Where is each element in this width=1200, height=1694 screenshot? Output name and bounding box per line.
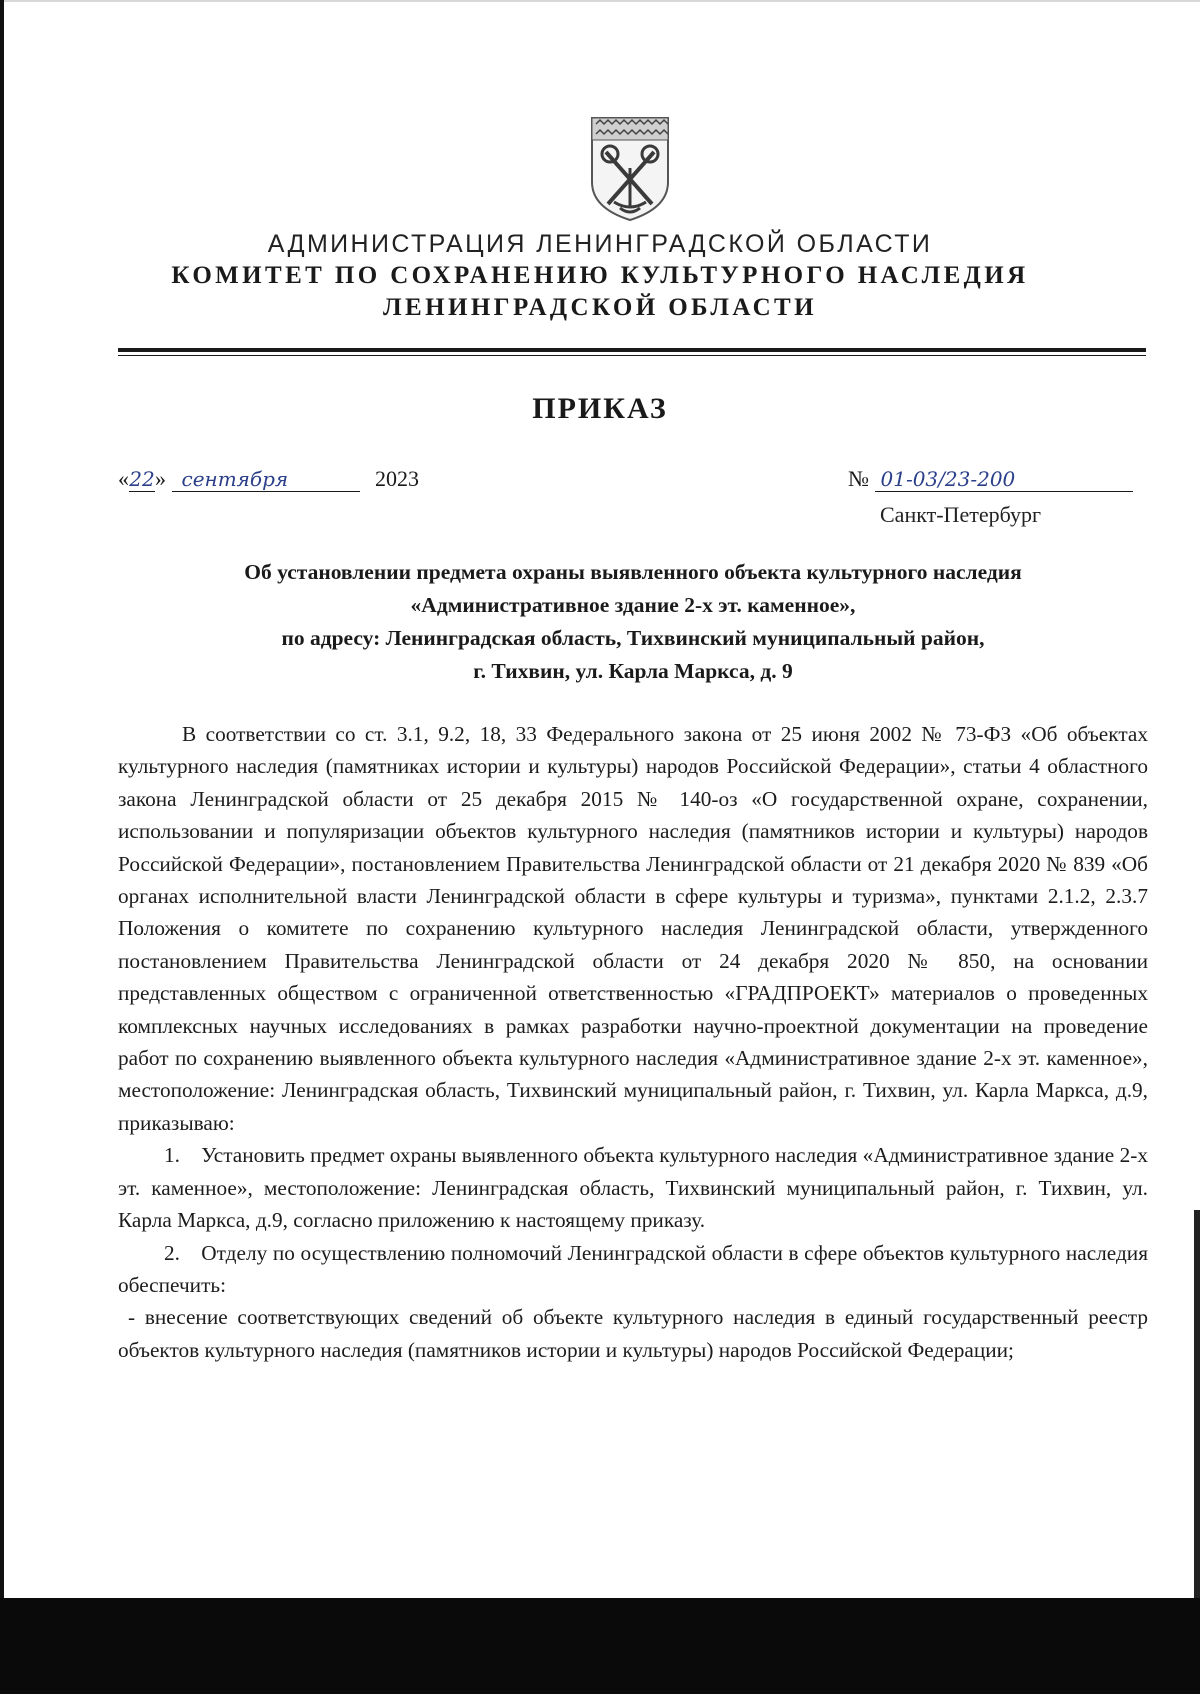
- administration-heading: АДМИНИСТРАЦИЯ ЛЕНИНГРАДСКОЙ ОБЛАСТИ: [267, 230, 933, 258]
- order-item-2: 2. Отделу по осуществлению полномочий Ленинградской области в сфере объектов культурного наследия обеспечить:: [118, 1240, 1148, 1297]
- date-open-quote: «: [118, 466, 129, 491]
- date-close-quote: »: [155, 466, 166, 491]
- header-divider-thick: [118, 348, 1146, 352]
- title-line-3: по адресу: Ленинградская область, Тихвинский муниципальный район,: [281, 626, 985, 650]
- date-month: сентября: [172, 467, 360, 492]
- order-date: [118, 466, 419, 492]
- title-line-4: г. Тихвин, ул. Карла Маркса, д. 9: [473, 659, 793, 683]
- order-item-2-subitem: - внесение соответствующих сведений об объекте культурного наследия в единый государственный реестр объектов культурного наследия (памятников истории и культуры) народов Российской Федерации;: [118, 1305, 1148, 1362]
- document-type-heading: ПРИКАЗ: [532, 392, 668, 425]
- number-value: 01-03/23-200: [875, 467, 1133, 492]
- coat-of-arms-icon: [586, 112, 674, 224]
- header-divider-thin: [118, 355, 1146, 356]
- scan-top-edge: [0, 0, 1200, 2]
- region-heading: ЛЕНИНГРАДСКОЙ ОБЛАСТИ: [383, 294, 817, 321]
- order-item-1: 1. Установить предмет охраны выявленного объекта культурного наследия «Административное здание 2-х эт. каменное», местоположение: Ленинградская область, Тихвинский муниципальный район, г. Тихвин, ул. Карла Маркса, д.9, согласно приложению к настоящему приказу.: [118, 1143, 1148, 1233]
- date-year: 2023: [375, 466, 419, 491]
- order-number: [848, 466, 1148, 492]
- title-line-2: «Административное здание 2-х эт. каменное»,: [410, 593, 856, 617]
- preamble-paragraph: В соответствии со ст. 3.1, 9.2, 18, 33 Федерального закона от 25 июня 2002 № 73-ФЗ «Об объектах культурного наследия (памятниках истории и культуры) народов Российской Федерации», статьи 4 областного закона Ленинградской области от 25 декабря 2015 № 140-оз «О государственной охране, сохранении, использовании и популяризации объектов культурного наследия (памятников истории и культуры) народов Российской Федерации», постановлением Правительства Ленинградской области от 21 декабря 2020 № 839 «Об органах исполнительной власти Ленинградской области в сфере культуры и туризма», пунктами 2.1.2, 2.3.7 Положения о комитете по сохранению культурного наследия Ленинградской области, утвержденного постановлением Правительства Ленинградской области от 24 декабря 2020 № 850, на основании представленных обществом с ограниченной ответственностью «ГРАДПРОЕКТ» материалов о проведенных комплексных научных исследованиях в рамках разработки научно-проектной документации на проведение работ по сохранению выявленного объекта культурного наследия «Административное здание 2-х эт. каменное», местоположение: Ленинградская область, Тихвинский муниципальный район, г. Тихвин, ул. Карла Маркса, д.9, приказываю:: [118, 722, 1148, 1135]
- number-sign: №: [848, 466, 869, 491]
- date-day: 22: [129, 467, 155, 491]
- title-line-1: Об установлении предмета охраны выявленного объекта культурного наследия: [244, 560, 1022, 584]
- order-body: [118, 718, 1148, 1366]
- city-name: Санкт-Петербург: [880, 502, 1041, 527]
- committee-heading: КОМИТЕТ ПО СОХРАНЕНИЮ КУЛЬТУРНОГО НАСЛЕДИЯ: [171, 262, 1029, 289]
- scan-bottom-band: [0, 1598, 1200, 1694]
- order-title: [118, 556, 1148, 688]
